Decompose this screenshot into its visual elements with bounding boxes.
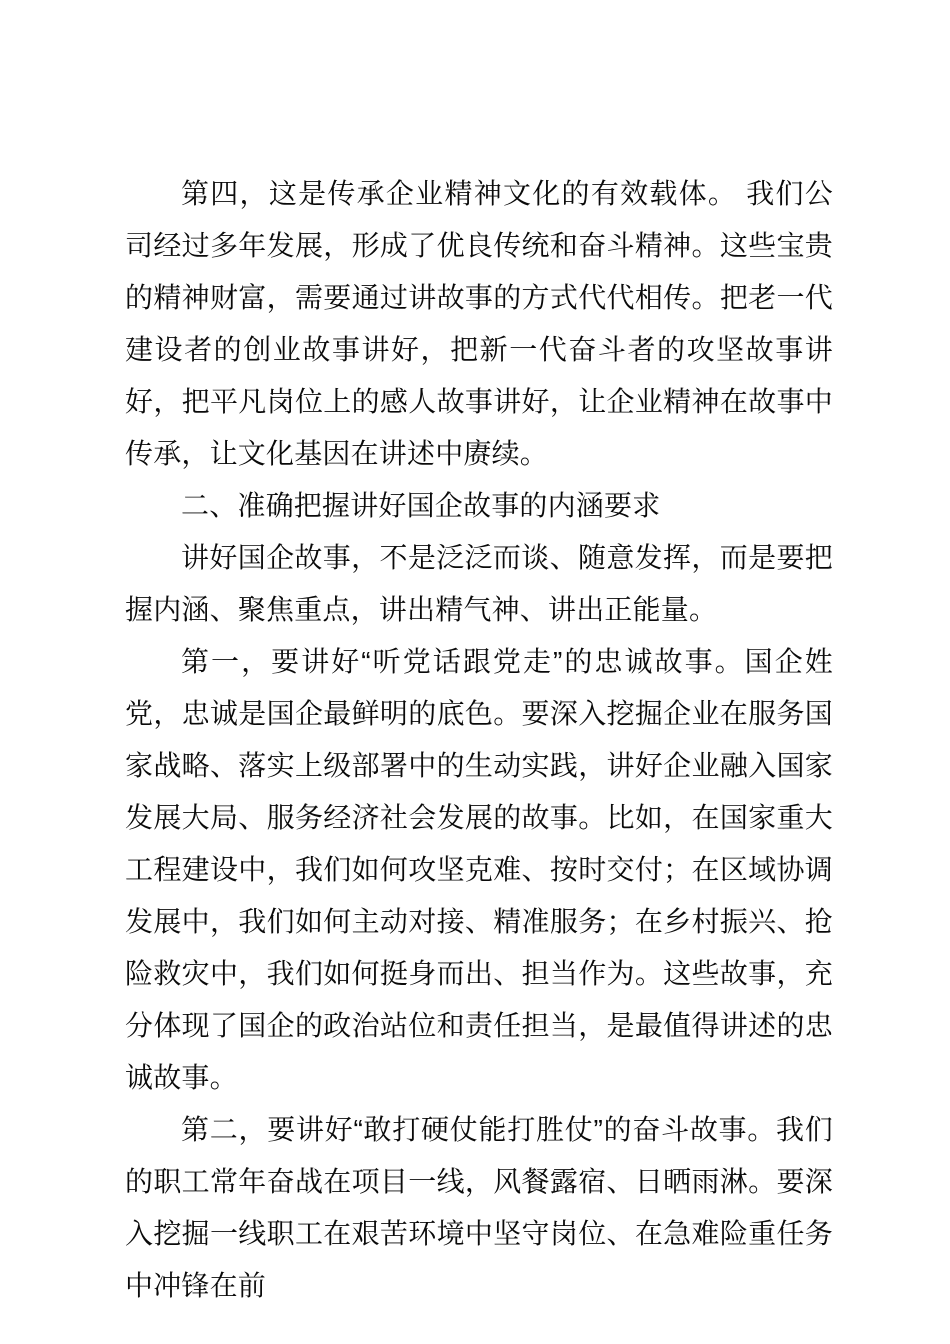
paragraph-intro: 讲好国企故事，不是泛泛而谈、随意发挥，而是要把握内涵、聚焦重点，讲出精气神、讲出正能量。 [125,542,833,625]
paragraph-di-er: 第二，要讲好“敢打硬仗能打胜仗”的奋斗故事。我们的职工常年奋战在项目一线，风餐露宿、日晒雨淋。要深入挖掘一线职工在艰苦环境中坚守岗位、在急难险重任务中冲锋在前 [125,1114,833,1301]
paragraph-di-yi: 第一，要讲好“听党话跟党走”的忠诚故事。国企姓党，忠诚是国企最鲜明的底色。要深入挖掘企业在服务国家战略、落实上级部署中的生动实践，讲好企业融入国家发展大局、服务经济社会发展的故事。比如，在国家重大工程建设中，我们如何攻坚克难、按时交付；在区域协调发展中，我们如何主动对接、精准服务；在乡村振兴、抢险救灾中，我们如何挺身而出、担当作为。这些故事，充分体现了国企的政治站位和责任担当，是最值得讲述的忠诚故事。 [125,646,833,1093]
section-heading-two: 二、准确把握讲好国企故事的内涵要求 [181,490,661,521]
document-text-column [125,168,833,1312]
paragraph-di-si: 第四，这是传承企业精神文化的有效载体。 我们公司经过多年发展，形成了优良传统和奋斗精神。这些宝贵的精神财富，需要通过讲故事的方式代代相传。把老一代建设者的创业故事讲好，把新一代奋斗者的攻坚故事讲好，把平凡岗位上的感人故事讲好，让企业精神在故事中传承，让文化基因在讲述中赓续。 [125,178,833,469]
